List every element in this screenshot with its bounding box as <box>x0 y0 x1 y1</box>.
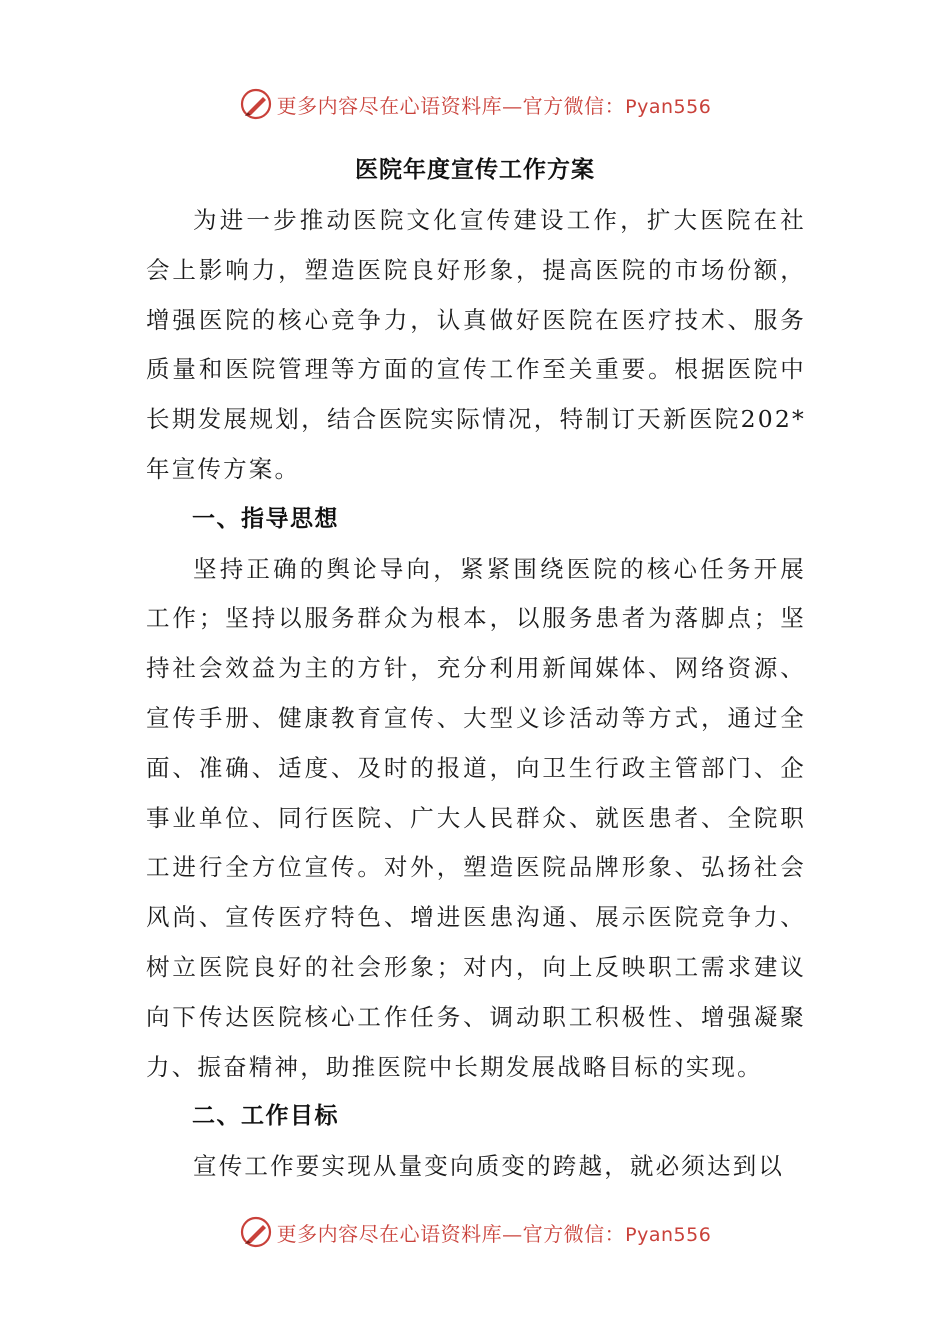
header-watermark-banner <box>0 82 950 126</box>
footer-watermark-banner <box>0 1210 950 1254</box>
watermark-text: 更多内容尽在心语资料库—官方微信：Pyan556 <box>276 93 712 118</box>
intro-paragraph: 为进一步推动医院文化宣传建设工作，扩大医院在社会上影响力，塑造医院良好形象，提高医院的市场份额，增强医院的核心竞争力，认真做好医院在医疗技术、服务质量和医院管理等方面的宣传工作至关重要。根据医院中长期发展规划，结合医院实际情况，特制订天新医院202*年宣传方案。 <box>146 206 806 483</box>
pen-logo-icon <box>239 1215 273 1249</box>
section-paragraph-guiding-ideology: 坚持正确的舆论导向，紧紧围绕医院的核心任务开展工作；坚持以服务群众为根本，以服务患者为落脚点；坚持社会效益为主的方针，充分利用新闻媒体、网络资源、宣传手册、健康教育宣传、大型义诊活动等方式，通过全面、准确、适度、及时的报道，向卫生行政主管部门、企事业单位、同行医院、广大人民群众、就医患者、全院职工进行全方位宣传。对外，塑造医院品牌形象、弘扬社会风尚、宣传医疗特色、增进医患沟通、展示医院竞争力、树立医院良好的社会形象；对内，向上反映职工需求建议向下传达医院核心工作任务、调动职工积极性、增强凝聚力、振奋精神，助推医院中长期发展战略目标的实现。 <box>146 554 806 1081</box>
section-heading-guiding-ideology: 一、指导思想 <box>192 505 339 532</box>
section-paragraph-work-goals: 宣传工作要实现从量变向质变的跨越，就必须达到以 <box>193 1152 785 1181</box>
document-body <box>146 196 806 1192</box>
section-heading-work-goals: 二、工作目标 <box>192 1103 339 1130</box>
watermark-text: 更多内容尽在心语资料库—官方微信：Pyan556 <box>276 1221 712 1246</box>
pen-logo-icon <box>239 87 273 121</box>
document-title: 医院年度宣传工作方案 <box>355 157 595 183</box>
